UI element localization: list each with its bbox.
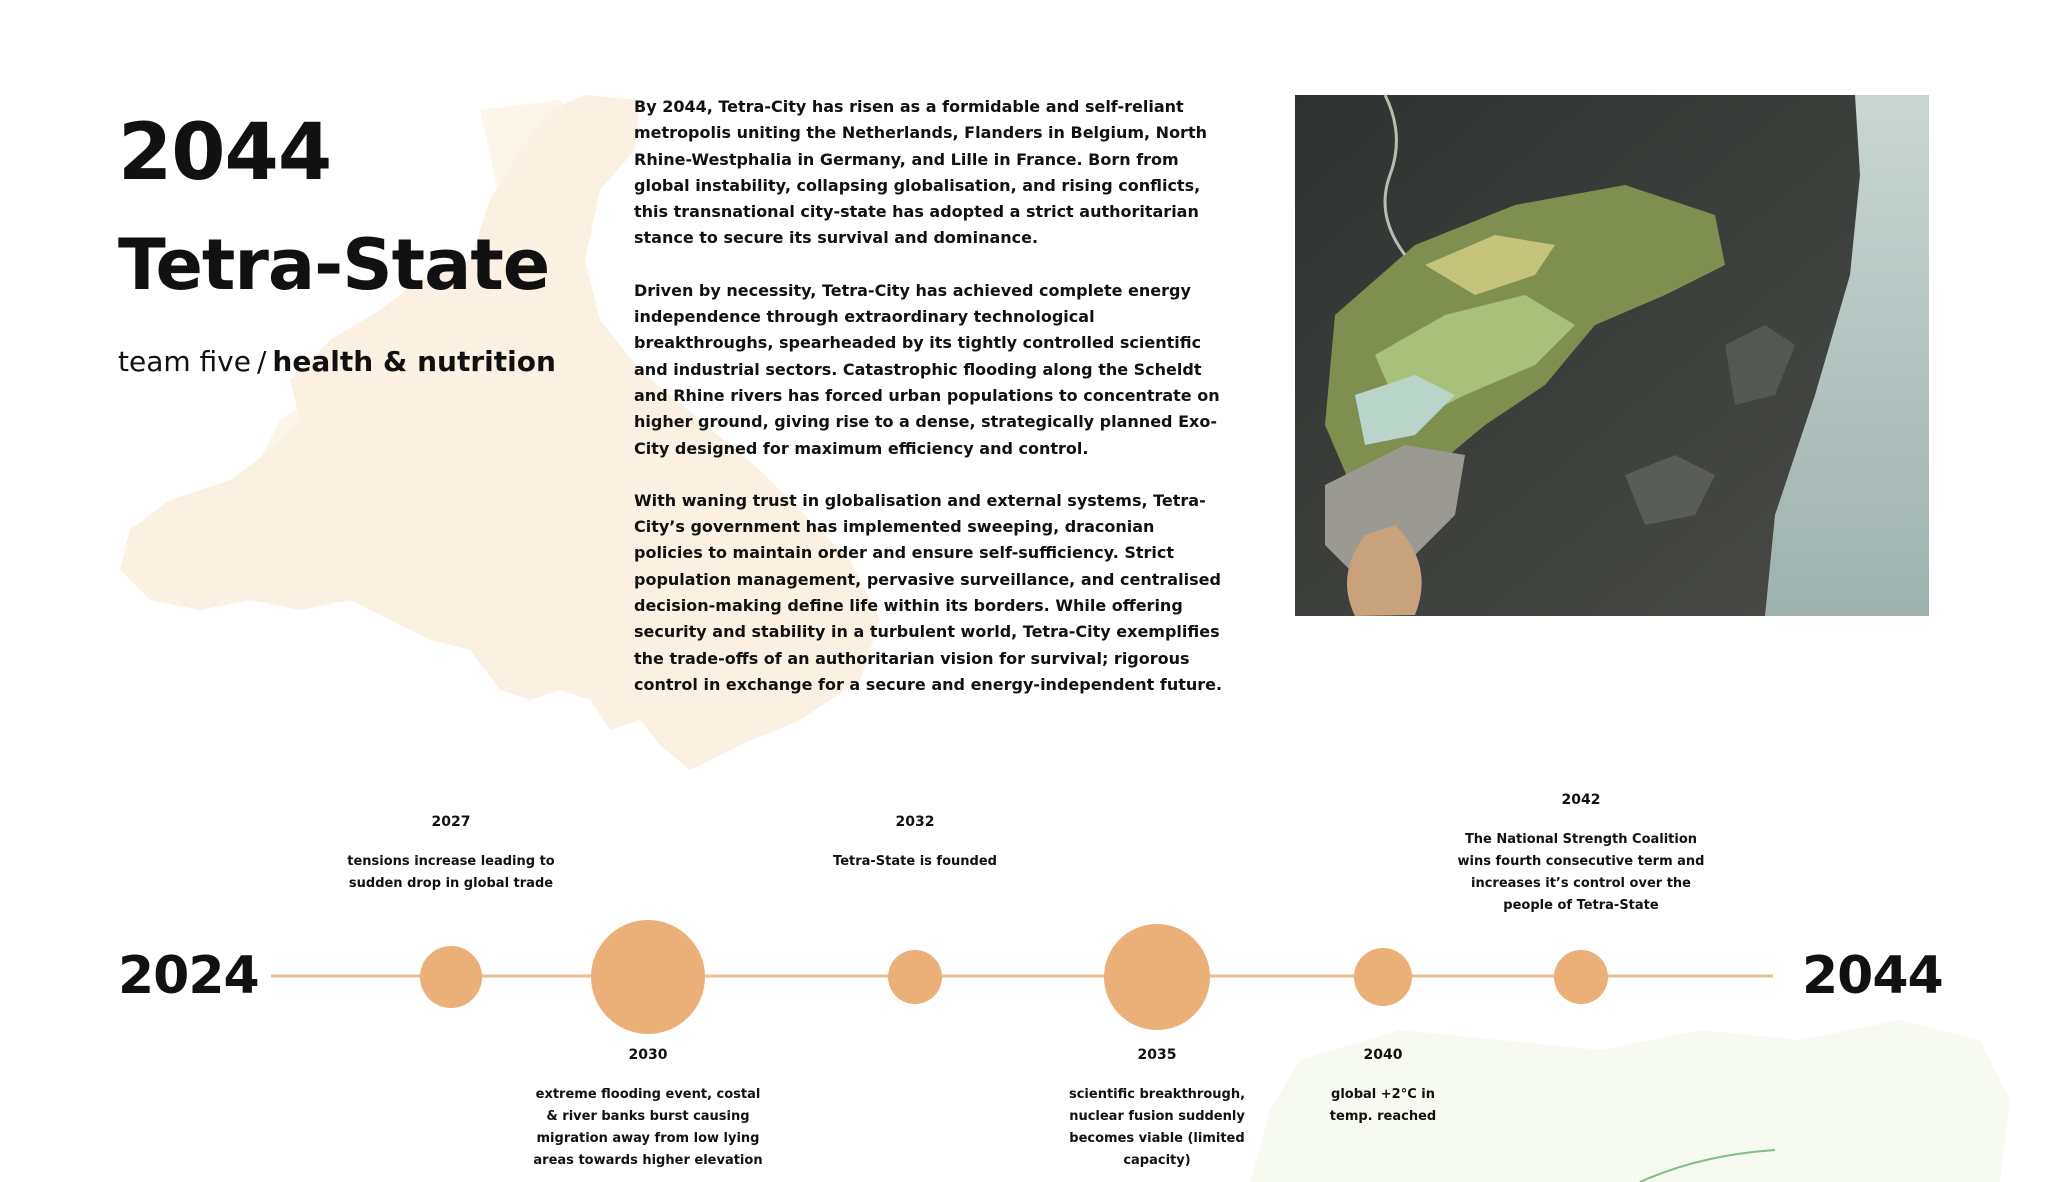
timeline-event-2030	[533, 1046, 763, 1172]
event-year: 2027	[431, 814, 471, 830]
timeline-event-2027	[341, 813, 561, 895]
timeline-node-2042	[1554, 950, 1608, 1004]
timeline-node-2035	[1104, 924, 1210, 1030]
event-year: 2040	[1363, 1047, 1403, 1063]
event-description: tensions increase leading to sudden drop in global trade	[347, 854, 555, 891]
event-year: 2030	[628, 1047, 668, 1063]
aerial-city-image	[1295, 95, 1929, 616]
timeline-event-2042	[1451, 791, 1711, 917]
timeline-node-2027	[420, 946, 482, 1008]
aerial-image-illustration	[1295, 95, 1929, 616]
event-year: 2032	[895, 814, 935, 830]
subtitle	[118, 342, 556, 382]
intro-paragraph: Driven by necessity, Tetra-City has achieved complete energy independence through extraordinary technological breakthroughs, spearheaded by its tightly controlled scientific and industrial sectors. Catastrophic flooding along the Scheldt and Rhine rivers has forced urban populations to concentrate on higher ground, giving rise to a dense, strategically planned Exo-City designed for maximum efficiency and control.	[634, 280, 1220, 458]
timeline-node-2032	[888, 950, 942, 1004]
timeline-start-year: 2024	[118, 946, 259, 1006]
timeline-node-2040	[1354, 948, 1412, 1006]
event-description: scientific breakthrough, nuclear fusion suddenly becomes viable (limited capacity)	[1068, 1087, 1246, 1168]
intro-paragraph: With waning trust in globalisation and external systems, Tetra-City’s government has implemented sweeping, draconian policies to maintain order and ensure self-sufficiency. Strict population management, pervasive surveillance, and centralised decision-making define life within its borders. While offering security and stability in a turbulent world, Tetra-City exemplifies the trade-offs of an authoritarian vision for survival; rigorous control in exchange for a secure and energy-independent future.	[634, 490, 1223, 694]
intro-text	[634, 94, 1224, 724]
timeline-event-2035	[1052, 1046, 1262, 1172]
timeline-event-2040	[1328, 1046, 1438, 1128]
timeline-event-2032	[805, 813, 1025, 873]
intro-paragraph: By 2044, Tetra-City has risen as a formidable and self-reliant metropolis uniting the Netherlands, Flanders in Belgium, North Rhine-Westphalia in Germany, and Lille in France. Born from global instability, collapsing globalisation, and rising conflicts, this transnational city-state has adopted a strict authoritarian stance to secure its survival and dominance.	[634, 97, 1207, 248]
team-label: team five	[118, 345, 251, 378]
event-description: global +2°C in temp. reached	[1329, 1087, 1437, 1124]
event-description: extreme flooding event, costal & river banks burst causing migration away from low lying areas towards higher elevation	[533, 1087, 763, 1168]
event-year: 2042	[1561, 792, 1601, 808]
page-title: Tetra-State	[118, 224, 550, 306]
event-description: The National Strength Coalition wins fourth consecutive term and increases it’s control over the people of Tetra-State	[1457, 832, 1705, 913]
subtitle-separator: /	[256, 345, 267, 378]
event-description: Tetra-State is founded	[833, 854, 997, 869]
event-year: 2035	[1137, 1047, 1177, 1063]
timeline-node-2030	[591, 920, 705, 1034]
timeline-end-year: 2044	[1802, 946, 1943, 1006]
page-year-heading: 2044	[118, 108, 332, 198]
topic-label: health & nutrition	[272, 345, 556, 378]
